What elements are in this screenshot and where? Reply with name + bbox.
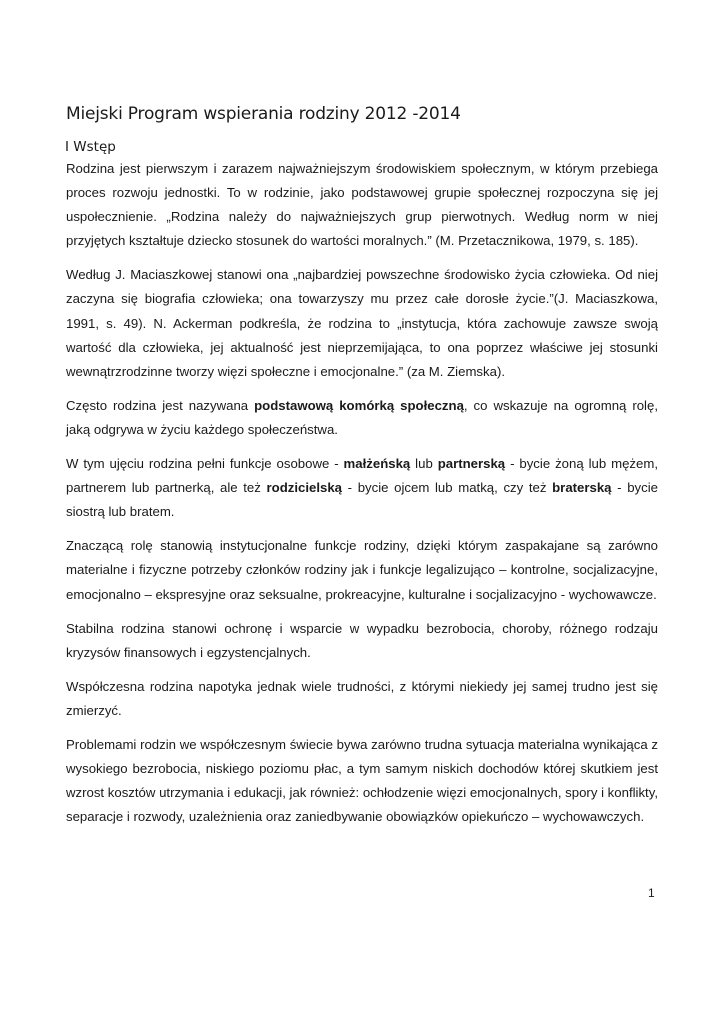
paragraph-4-text-e: - bycie siostrą lub bratem. [66,480,658,520]
paragraph-4-text-a: W tym ujęciu rodzina pełni funkcje osobowe - [66,456,344,472]
paragraph-5: Znaczącą rolę stanowią instytucjonalne funkcje rodziny, dzięki którym zaspakajane są zarówno materialne i fizyczne potrzeby członków rodziny jak i funkcje legalizująco – kontrolne, socjalizacyjne, emocjonalno – ekspresyjne oraz seksualne, prokreacyjne, kulturalne i socjalizacyjno - wychowawcze. [66,538,658,602]
paragraph-4-text-b: lub [410,456,438,472]
paragraph-4-bold-3: rodzicielską [266,480,343,496]
paragraph-4-bold-4: braterską [552,480,612,496]
paragraph-4-text-d: - bycie ojcem lub matką, czy też [342,480,553,496]
paragraph-8: Problemami rodzin we współczesnym świecie bywa zarówno trudna sytuacja materialna wynikająca z wysokiego bezrobocia, niskiego poziomu płac, a tym samym niskich dochodów której skutkiem jest wzrost kosztów utrzymania i edukacji, jak również: ochłodzenie więzi emocjonalnych, spory i konflikty, separacje i rozwody, uzależnienia oraz zaniedbywanie obowiązków opiekuńczo – wychowawczych. [66,736,658,825]
paragraph-4 [66,452,658,524]
document-title: Miejski Program wspierania rodziny 2012 -2014 [66,104,461,124]
paragraph-7: Współczesna rodzina napotyka jednak wiele trudności, z którymi niekiedy jej samej trudno jest się zmierzyć. [66,678,658,718]
document-body [66,157,658,839]
paragraph-3-bold: podstawową komórką społeczną [254,397,464,413]
paragraph-3-text-b: , co wskazuje na ogromną rolę, jaką odgrywa w życiu każdego społeczeństwa. [66,397,658,437]
paragraph-4-text-c: - bycie żoną lub mężem, partnerem lub partnerką, ale też [66,456,658,496]
paragraph-3 [66,394,658,442]
section-heading: I Wstęp [65,139,116,155]
paragraph-4-bold-2: partnerską [437,456,506,472]
paragraph-2: Według J. Maciaszkowej stanowi ona „najbardziej powszechne środowisko życia człowieka. Od niej zaczyna się biografia człowieka; ona towarzyszy mu przez całe dorosłe życie.”(J. Maciaszkowa, 1991, s. 49). N. Ackerman podkreśla, że rodzina to „instytucja, która zachowuje zawsze swoją wartość dla człowieka, jej aktualność jest nieprzemijająca, to ona poprzez właściwe jej stosunki wewnątrzrodzinne tworzy więzi społeczne i emocjonalne.” (za M. Ziemska). [66,267,658,379]
paragraph-4-bold-1: małżeńską [343,456,411,472]
page-number: 1 [648,886,655,900]
paragraph-6: Stabilna rodzina stanowi ochronę i wsparcie w wypadku bezrobocia, choroby, różnego rodzaju kryzysów finansowych i egzystencjalnych. [66,620,658,660]
paragraph-1: Rodzina jest pierwszym i zarazem najważniejszym środowiskiem społecznym, w którym przebiega proces rozwoju jednostki. To w rodzinie, jako podstawowej grupie społecznej rozpoczyna się jej uspołecznienie. „Rodzina należy do najważniejszych grup pierwotnych. Według norm w niej przyjętych kształtuje dziecko stosunek do wartości moralnych.” (M. Przetacznikowa, 1979, s. 185). [66,161,658,249]
paragraph-3-text-a: Często rodzina jest nazywana [66,397,255,413]
